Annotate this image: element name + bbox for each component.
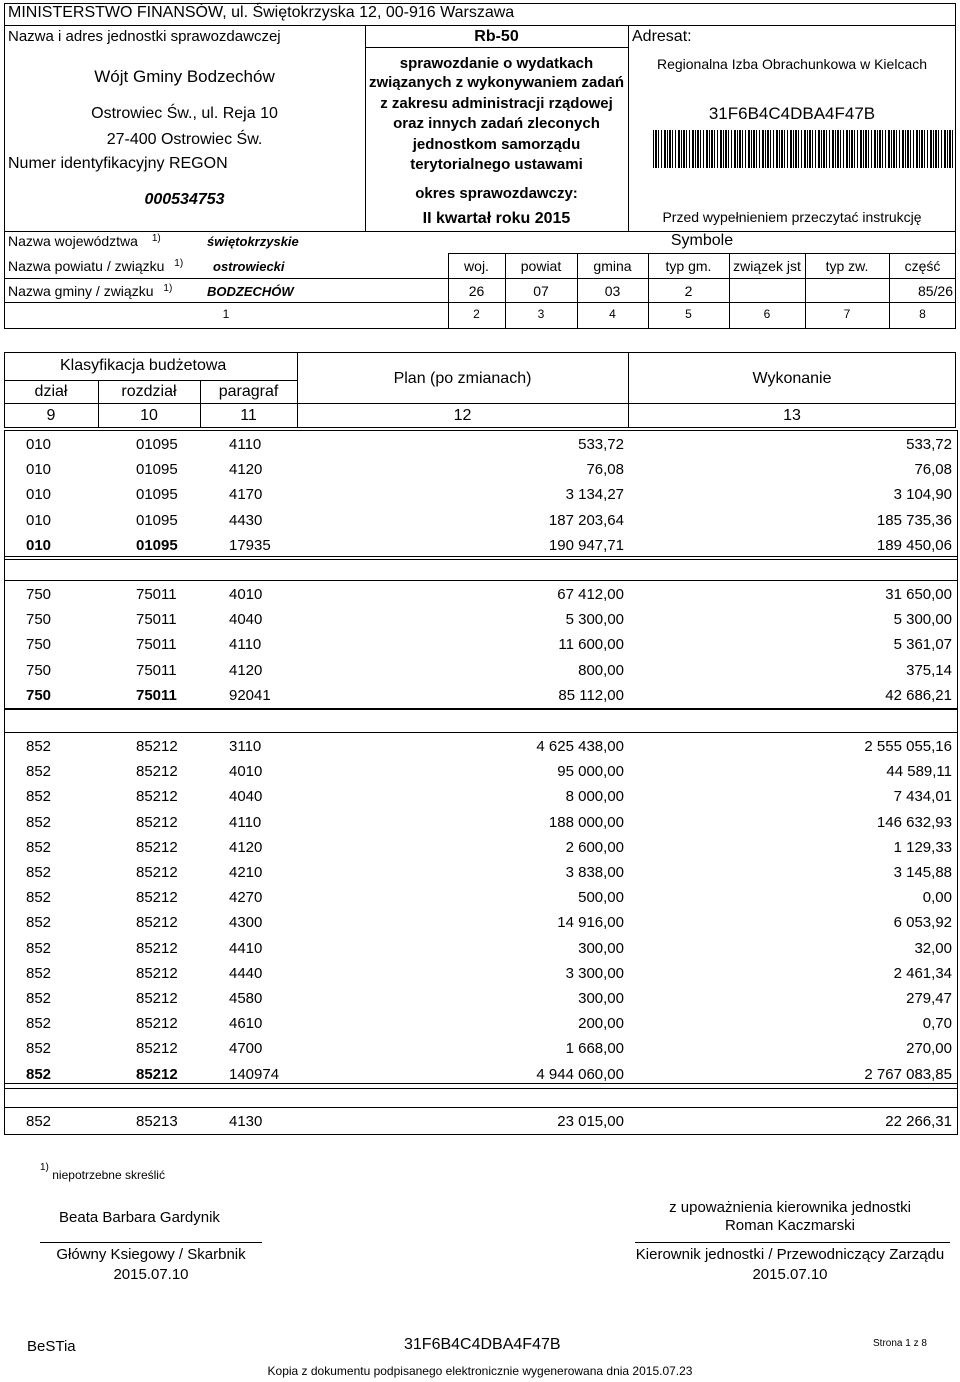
table-row [4, 986, 956, 1012]
plan-header: Plan (po zmianach) [393, 370, 532, 387]
cell-paragraf: 4580 [229, 990, 263, 1007]
form-title-6: terytorialnego ustawami [410, 156, 583, 173]
cell-plan: 4 944 060,00 [536, 1065, 624, 1083]
cell-wykonanie: 76,08 [914, 461, 952, 479]
unit-label: Nazwa i adres jednostki sprawozdawczej [8, 28, 281, 45]
cell-plan: 300,00 [578, 990, 624, 1007]
table-row [4, 885, 956, 911]
cell-dzial: 852 [26, 914, 52, 932]
cell-dzial: 852 [26, 1015, 52, 1033]
cell-rozdzial: 75011 [136, 636, 177, 654]
footnote: $^{1)}$ niepotrzebne skreślić [40, 1162, 165, 1182]
cell-wykonanie: 0,00 [922, 889, 952, 907]
cell-wykonanie: 22 266,31 [885, 1113, 952, 1130]
commune-value: BODZECHÓW [207, 284, 294, 299]
symbols-label: Symbole [670, 232, 734, 249]
cell-rozdzial: 85212 [136, 889, 178, 907]
table-row [4, 1109, 956, 1135]
table-row [4, 658, 956, 684]
section-separator [4, 556, 958, 581]
col-number-3: 3 [537, 307, 545, 321]
cell-plan: 85 112,00 [558, 686, 624, 704]
copy-note: Kopia z dokumentu podpisanego elektronicznie wygenerowana dnia 2015.07.23 [267, 1364, 693, 1378]
table-row [4, 457, 956, 483]
manager-name: Roman Kaczmarski [724, 1217, 856, 1234]
cell-wykonanie: 189 450,06 [876, 536, 952, 554]
sym-header-typgm: typ gm. [665, 258, 712, 274]
county-label: Nazwa powiatu / związku $^{1)}$ [8, 258, 184, 274]
cell-wykonanie: 375,14 [906, 661, 952, 679]
cell-plan: 300,00 [578, 939, 624, 957]
cell-paragraf: 4120 [229, 661, 263, 679]
accountant-date: 2015.07.10 [113, 1266, 189, 1283]
cell-paragraf: 4170 [229, 486, 263, 504]
cell-rozdzial: 85212 [136, 813, 178, 831]
col-number-5: 5 [685, 307, 692, 321]
cell-wykonanie: 31 650,00 [885, 586, 952, 603]
cell-plan: 200,00 [578, 1015, 624, 1033]
table-row [4, 734, 956, 760]
cell-rozdzial: 85212 [136, 864, 178, 881]
cell-dzial: 852 [26, 1113, 52, 1130]
cell-plan: 4 625 438,00 [536, 738, 624, 755]
cell-plan: 2 600,00 [565, 838, 624, 856]
table-row [4, 482, 956, 508]
cell-plan: 188 000,00 [548, 813, 624, 831]
wykonanie-header: Wykonanie [752, 370, 832, 387]
table-row [4, 1011, 956, 1037]
sym-value-gmina: 03 [604, 283, 621, 299]
sym-value-woj: 26 [468, 283, 485, 299]
period-value: II kwartał roku 2015 [422, 210, 571, 227]
cell-dzial: 852 [26, 964, 52, 982]
app-name: BeSTia [27, 1338, 76, 1355]
cell-wykonanie: 2 461,34 [893, 964, 952, 982]
col-number-1: 1 [222, 307, 230, 321]
cell-rozdzial: 01095 [136, 511, 178, 529]
cell-rozdzial: 01095 [136, 536, 178, 554]
cell-plan: 533,72 [578, 436, 624, 453]
cell-paragraf: 17935 [229, 536, 271, 554]
regon-label: Numer identyfikacyjny REGON [8, 155, 228, 172]
cell-dzial: 750 [26, 611, 52, 629]
table-row [4, 508, 956, 534]
cell-wykonanie: 2 767 083,85 [864, 1065, 952, 1083]
section-separator [4, 1083, 958, 1108]
cell-paragraf: 4700 [229, 1040, 263, 1058]
manager-authorization: z upoważnienia kierownika jednostki [669, 1199, 911, 1216]
cell-paragraf: 4430 [229, 511, 263, 529]
table-row [4, 835, 956, 861]
voivodeship-value: świętokrzyskie [207, 234, 299, 249]
sym-value-czesc: 85/26 [917, 283, 953, 299]
cell-plan: 3 134,27 [565, 486, 624, 504]
cell-paragraf: 4040 [229, 611, 263, 629]
cell-plan: 500,00 [578, 889, 624, 907]
manager-role: Kierownik jednostki / Przewodniczący Zarządu [635, 1246, 945, 1263]
table-row [4, 961, 956, 987]
col-number-11: 11 [240, 407, 257, 424]
cell-rozdzial: 75011 [136, 661, 177, 679]
barcode [653, 130, 955, 168]
cell-wykonanie: 32,00 [914, 939, 952, 957]
cell-dzial: 852 [26, 864, 52, 881]
col-number-9: 9 [46, 407, 56, 424]
table-row [4, 632, 956, 658]
addressee-label: Adresat: [632, 28, 692, 45]
cell-plan: 187 203,64 [548, 511, 624, 529]
cell-wykonanie: 3 104,90 [893, 486, 952, 504]
cell-wykonanie: 533,72 [906, 436, 952, 453]
form-title-3: z zakresu administracji rządowej [380, 95, 613, 112]
cell-paragraf: 4410 [229, 939, 263, 957]
cell-dzial: 750 [26, 661, 52, 679]
cell-paragraf: 4210 [229, 864, 263, 881]
cell-plan: 8 000,00 [565, 788, 624, 806]
table-row [4, 607, 956, 633]
cell-paragraf: 4120 [229, 461, 263, 479]
col-number-8: 8 [919, 307, 926, 321]
cell-plan: 95 000,00 [557, 763, 624, 781]
cell-dzial: 852 [26, 813, 52, 831]
accountant-role: Główny Ksiegowy / Skarbnik [56, 1246, 246, 1263]
col-number-4: 4 [609, 307, 616, 321]
cell-rozdzial: 85212 [136, 914, 178, 932]
sym-header-zwiazek: związek jst [733, 258, 801, 274]
table-row [4, 936, 956, 962]
sym-header-gmina: gmina [593, 258, 632, 274]
cell-dzial: 750 [26, 636, 52, 654]
cell-wykonanie: 5 361,07 [893, 636, 952, 654]
cell-paragraf: 4110 [229, 436, 262, 453]
cell-paragraf: 140974 [229, 1065, 280, 1083]
cell-dzial: 852 [26, 1065, 52, 1083]
cell-rozdzial: 85212 [136, 763, 178, 781]
cell-dzial: 010 [26, 536, 52, 554]
manager-date: 2015.07.10 [752, 1266, 828, 1283]
cell-plan: 14 916,00 [557, 914, 624, 932]
cell-paragraf: 92041 [229, 686, 271, 704]
cell-paragraf: 4010 [229, 586, 263, 603]
unit-name: Wójt Gminy Bodzechów [94, 67, 275, 86]
table-row [4, 860, 956, 886]
col-number-10: 10 [140, 407, 158, 424]
form-title-4: oraz innych zadań zleconych [393, 115, 600, 132]
instruction-note: Przed wypełnieniem przeczytać instrukcję [662, 209, 922, 225]
cell-paragraf: 4120 [229, 838, 263, 856]
cell-rozdzial: 85212 [136, 788, 178, 806]
accountant-name: Beata Barbara Gardynik [59, 1209, 220, 1226]
table-row-subtotal [4, 683, 956, 709]
cell-dzial: 010 [26, 461, 52, 479]
cell-wykonanie: 185 735,36 [876, 511, 952, 529]
cell-dzial: 852 [26, 939, 52, 957]
cell-paragraf: 4610 [229, 1015, 263, 1033]
cell-rozdzial: 85212 [136, 1015, 178, 1033]
form-code: Rb-50 [474, 28, 519, 45]
table-row [4, 1036, 956, 1062]
cell-paragraf: 4010 [229, 763, 263, 781]
col-number-13: 13 [783, 407, 801, 424]
col-number-12: 12 [453, 407, 472, 424]
cell-plan: 67 412,00 [557, 586, 624, 603]
cell-dzial: 010 [26, 436, 52, 453]
paragraf-header: paragraf [218, 383, 279, 400]
sym-header-woj: woj. [464, 258, 489, 274]
table-row [4, 432, 956, 458]
cell-dzial: 852 [26, 990, 52, 1007]
cell-paragraf: 4270 [229, 889, 263, 907]
cell-dzial: 010 [26, 486, 52, 504]
sym-value-powiat: 07 [533, 283, 549, 299]
cell-paragraf: 4040 [229, 788, 263, 806]
cell-dzial: 852 [26, 838, 52, 856]
unit-address-line1: Ostrowiec Św., ul. Reja 10 [91, 105, 278, 122]
cell-rozdzial: 01095 [136, 461, 178, 479]
cell-rozdzial: 85212 [136, 738, 178, 755]
cell-rozdzial: 85212 [136, 1065, 178, 1083]
cell-rozdzial: 75011 [136, 586, 177, 603]
cell-paragraf: 4110 [229, 813, 262, 831]
cell-dzial: 852 [26, 1040, 52, 1058]
cell-wykonanie: 2 555 055,16 [864, 738, 952, 755]
table-row [4, 784, 956, 810]
cell-paragraf: 4110 [229, 636, 262, 654]
cell-wykonanie: 0,70 [922, 1015, 952, 1033]
page-number: Strona 1 z 8 [873, 1338, 927, 1349]
cell-wykonanie: 7 434,01 [893, 788, 952, 806]
cell-paragraf: 4130 [229, 1113, 263, 1130]
cell-rozdzial: 85212 [136, 1040, 178, 1058]
cell-paragraf: 4440 [229, 964, 263, 982]
rozdzial-header: rozdział [121, 383, 177, 400]
form-title-5: jednostkom samorządu [412, 136, 581, 153]
cell-plan: 5 300,00 [565, 611, 624, 629]
cell-wykonanie: 270,00 [906, 1040, 952, 1058]
county-value: ostrowiecki [213, 259, 285, 274]
cell-wykonanie: 146 632,93 [876, 813, 952, 831]
col-number-6: 6 [763, 307, 771, 321]
cell-plan: 3 300,00 [565, 964, 624, 982]
cell-dzial: 750 [26, 686, 52, 704]
cell-plan: 76,08 [586, 461, 624, 479]
voivodeship-label: Nazwa województwa $^{1)}$ [8, 233, 161, 249]
document-id: 31F6B4C4DBA4F47B [708, 104, 876, 123]
cell-plan: 11 600,00 [558, 636, 624, 654]
cell-plan: 1 668,00 [565, 1040, 624, 1058]
table-row [4, 582, 956, 608]
table-row-subtotal [4, 533, 956, 559]
ministry-title: MINISTERSTWO FINANSÓW, ul. Świętokrzyska 12, 00-916 Warszawa [8, 4, 515, 21]
form-title-2: związanych z wykonywaniem zadań [368, 74, 625, 91]
cell-dzial: 852 [26, 738, 52, 755]
cell-wykonanie: 5 300,00 [893, 611, 952, 629]
cell-dzial: 750 [26, 586, 52, 603]
cell-wykonanie: 6 053,92 [893, 914, 952, 932]
sym-header-powiat: powiat [520, 258, 562, 274]
cell-dzial: 852 [26, 889, 52, 907]
cell-rozdzial: 75011 [136, 686, 177, 704]
cell-dzial: 010 [26, 511, 52, 529]
cell-plan: 23 015,00 [557, 1113, 624, 1130]
col-number-7: 7 [843, 307, 851, 321]
cell-rozdzial: 85212 [136, 838, 178, 856]
cell-paragraf: 3110 [229, 738, 262, 755]
cell-wykonanie: 42 686,21 [885, 686, 952, 704]
cell-wykonanie: 44 589,11 [886, 763, 952, 781]
unit-address-line2: 27-400 Ostrowiec Św. [106, 131, 263, 148]
period-label: okres sprawozdawczy: [415, 185, 578, 202]
cell-plan: 800,00 [578, 661, 624, 679]
cell-rozdzial: 85212 [136, 939, 178, 957]
addressee-name: Regionalna Izba Obrachunkowa w Kielcach [656, 56, 928, 72]
sym-header-czesc: część [904, 258, 941, 274]
cell-dzial: 852 [26, 788, 52, 806]
section-separator [4, 708, 958, 733]
cell-rozdzial: 01095 [136, 486, 178, 504]
cell-rozdzial: 01095 [136, 436, 178, 453]
footer-document-id: 31F6B4C4DBA4F47B [404, 1336, 561, 1353]
dzial-header: dział [34, 383, 68, 400]
cell-dzial: 852 [26, 763, 52, 781]
table-row [4, 759, 956, 785]
cell-rozdzial: 85212 [136, 990, 178, 1007]
classification-header: Klasyfikacja budżetowa [60, 357, 227, 374]
cell-paragraf: 4300 [229, 914, 263, 932]
table-row [4, 910, 956, 936]
regon-value: 000534753 [144, 191, 225, 208]
cell-wykonanie: 279,47 [906, 990, 952, 1007]
cell-plan: 3 838,00 [565, 864, 624, 881]
cell-rozdzial: 75011 [136, 611, 177, 629]
cell-wykonanie: 3 145,88 [893, 864, 952, 881]
cell-plan: 190 947,71 [548, 536, 624, 554]
sym-value-typgm: 2 [684, 283, 693, 299]
col-number-2: 2 [473, 307, 480, 321]
cell-rozdzial: 85213 [136, 1113, 178, 1130]
commune-label: Nazwa gminy / związku $^{1)}$ [8, 283, 173, 299]
sym-header-typzw: typ zw. [825, 258, 869, 274]
cell-rozdzial: 85212 [136, 964, 178, 982]
form-title-1: sprawozdanie o wydatkach [399, 55, 594, 72]
cell-wykonanie: 1 129,33 [893, 838, 952, 856]
table-row [4, 810, 956, 836]
